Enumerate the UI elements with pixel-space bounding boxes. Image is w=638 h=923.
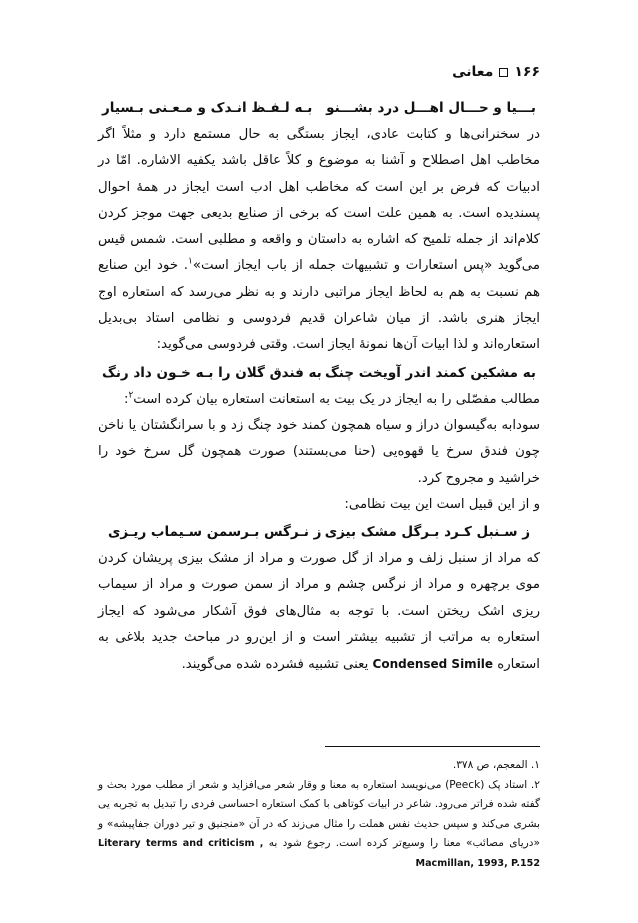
page-header bbox=[452, 64, 540, 80]
paragraph-1-text: در سخنرانی‌ها و کتابت عادی، ایجاز بستگی به حال مستمع دارد و مثلاً اگر مخاطب اهل اصطلاح و آشنا به موضوع و کلاً عاقل باشد یکفیه الاشاره. امّا در ادبیات که فرض بر این است که مخاطب اهل ادب است ایجاز در همهٔ احوال پسندیده است. به همین علت است که برخی از صنایع بدیعی جهت موجز کردن کلام‌اند از جمله تلمیح که اشاره به داستان و واقعه و مطلبی است. شمس قیس می‌گوید «پس استعارات و تشبیهات جمله از باب ایجاز است» bbox=[98, 127, 540, 274]
verse-2-left: به فندق گلان را بـه خـون داد رنگ bbox=[102, 364, 322, 381]
paragraph-1-continued: . خود این صنایع هم نسبت به هم به لحاظ ایجاز مراتبی دارند و به نظر می‌رسد که استعاره اوج ایجاز هنری باشد. از میان شاعران قدیم فردوسی و نظامی استاد بی‌بدیل استعاره‌اند و لذا ابیات آن‌ها نمونهٔ ایجاز است. وقتی فردوسی می‌گوید: bbox=[98, 258, 540, 353]
main-text bbox=[98, 94, 540, 679]
paragraph-1 bbox=[98, 122, 540, 359]
verse-1-right: بـــیا و حـــال اهـــل درد بشـــنو bbox=[326, 100, 536, 116]
square-icon bbox=[499, 68, 508, 77]
verse-3-left: ز نـرگس بـرسمن سـیماب ریـزی bbox=[108, 524, 322, 541]
paragraph-5-end: یعنی تشبیه فشرده شده می‌گویند. bbox=[181, 657, 369, 673]
paragraph-5-text: که مراد از سنبل زلف و مراد از گل صورت و مراد از مشک بیزی پریشان کردن موی برچهره و مراد از نرگس چشم و مراد از سمن صورت و مراد از سیماب ریزی اشک ریختن است. با توجه به مثال‌های فوق آشکار می‌شود که ایجاز استعاره به مراتب از تشبیه بیشتر است و از این‌رو در مباحث جدید بلاغی به استعاره bbox=[98, 551, 540, 673]
footnote-ref-2: ۲ bbox=[128, 390, 134, 401]
footnote-2-reference: Literary terms and criticism , Macmillan, 1993, P.152 bbox=[98, 838, 540, 869]
footnote-divider bbox=[325, 746, 540, 747]
paragraph-4-text: و از این قبیل است این بیت نظامی: bbox=[344, 496, 540, 512]
footnotes bbox=[98, 756, 540, 873]
verse-1-left: بـه لـفـظ انـدک و مـعـنی بـسیار bbox=[102, 100, 313, 116]
paragraph-2-end: : bbox=[123, 391, 129, 407]
footnote-2-text: ۲. استاد پک (Peeck) می‌نویسد استعاره به معنا و وقار شعر می‌افزاید و شعر از مطلب مورد بحث و گفته شده فراتر می‌رود. شاعر در ابیات کوتاهی با کمک استعاره احساسی فردی را تبدیل به تجربه یی بشری می‌کند و سپس حدیث نفس هملت را مثال می‌زند که در آن «منجنیق و تیر دوران جفاپیشه» و «دریای مصائب» معنا را وسیع‌تر کرده است. رجوع شود به bbox=[98, 778, 540, 849]
paragraph-5 bbox=[98, 546, 540, 678]
footnote-1: ۱. المعجم، ص ۳۷۸. bbox=[452, 759, 540, 771]
english-term: Condensed Simile bbox=[372, 657, 494, 672]
paragraph-3-text: سودابه به‌گیسوان دراز و سیاه همچون کمند خود چنگ زد و با سرانگشتان یا ناخن چون فندق سرخ یا قهوه‌یی (حنا می‌بستند) صورت همچون گل سرخ خود را خراشید و مجروح کرد. bbox=[98, 417, 540, 486]
footnote-ref-1: ۱ bbox=[188, 257, 193, 268]
footnote-2 bbox=[98, 776, 540, 874]
page-number: ۱۶۶ bbox=[514, 64, 540, 80]
verse-3-right: ز سـنبل کـرد بـرگل مشک بیزی bbox=[324, 524, 530, 541]
verse-1 bbox=[98, 94, 540, 122]
paragraph-2-text: مطالب مفصّلی را به ایجاز در یک بیت به استعانت استعاره بیان کرده است bbox=[133, 391, 540, 407]
paragraph-2 bbox=[98, 387, 540, 413]
section-title: معانی bbox=[452, 64, 494, 80]
paragraph-4 bbox=[98, 492, 540, 518]
verse-3 bbox=[98, 518, 540, 546]
verse-2-right: به مشکین کمند اندر آویخت چنگ bbox=[324, 364, 536, 381]
verse-2 bbox=[98, 359, 540, 387]
paragraph-3 bbox=[98, 413, 540, 492]
